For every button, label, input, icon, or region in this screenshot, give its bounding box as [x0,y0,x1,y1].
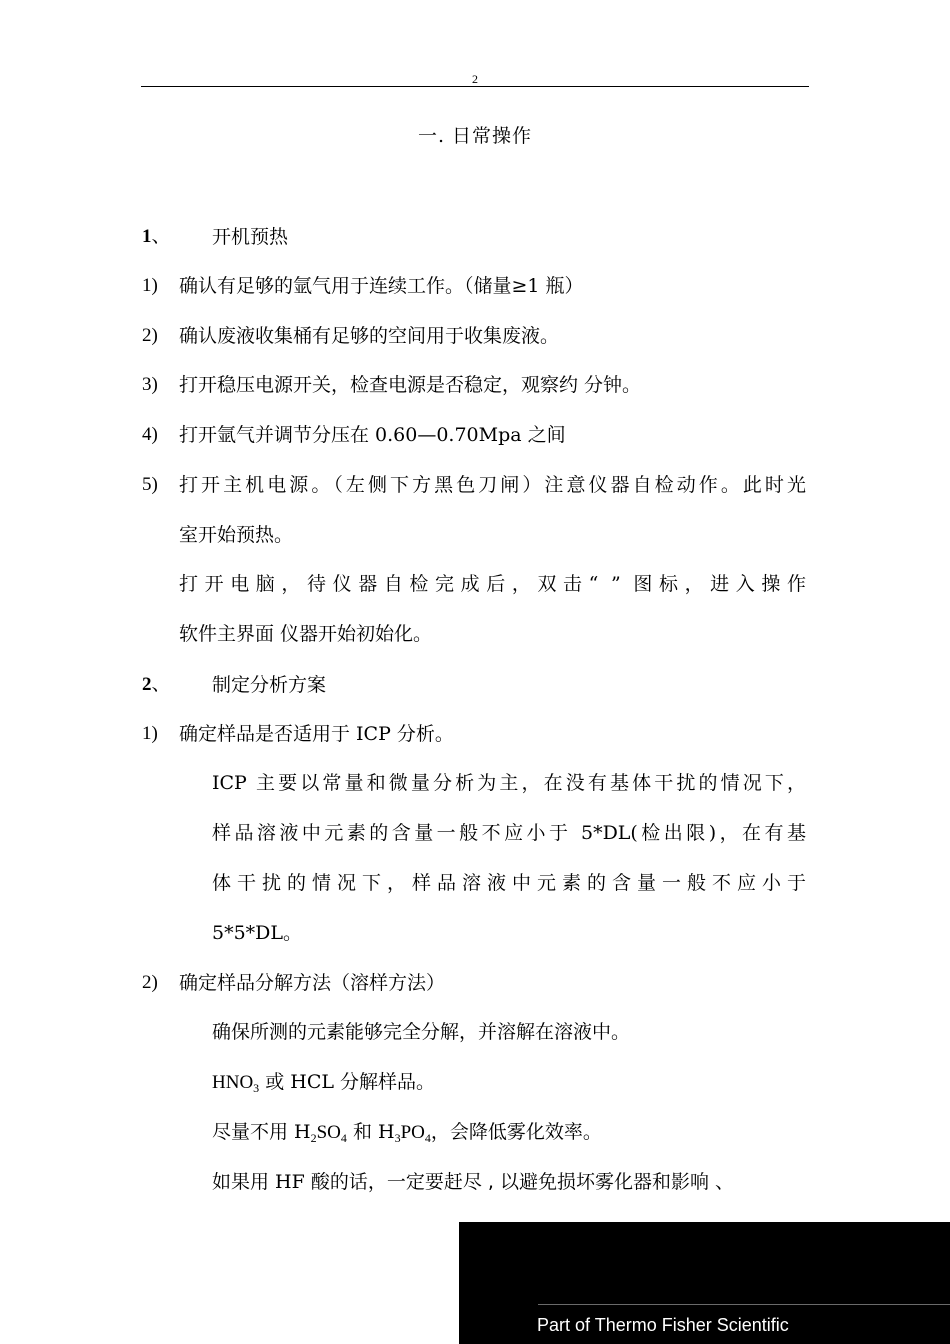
header-rule [141,86,809,87]
s2-item-1-body-line3: 体干扰的情况下，样品溶液中元素的含量一般不应小于 [212,872,806,894]
s2-item-1-body-line2: 样品溶液中元素的含量一般不应小于 5*DL(检出限)，在有基 [212,822,806,844]
s1-item-2-text: 确认废液收集桶有足够的空间用于收集废液。 [179,325,560,347]
footer-rule [538,1304,950,1305]
s1-item-4-text: 打开氩气并调节分压在 0.60—0.70Mpa 之间 [179,424,566,446]
section-2-title: 制定分析方案 [212,674,327,696]
s1-item-3-number: 3) [142,374,158,395]
footer-brand-box [459,1222,950,1344]
section-1-number: 1、 [142,226,171,247]
s1-item-5-number: 5) [142,474,158,495]
s2-item-2-body-line1: 确保所测的元素能够完全分解，并溶解在溶液中。 [212,1021,631,1043]
s2-item-1-body-line1: ICP 主要以常量和微量分析为主，在没有基体干扰的情况下， [212,772,806,794]
s1-item-1-number: 1) [142,275,158,296]
s2-item-1-number: 1) [142,723,158,744]
footer-tagline: Part of Thermo Fisher Scientific [537,1315,789,1335]
chapter-title: 一. 日常操作 [417,125,533,147]
s2-item-2-acid-line: 尽量不用 $H_2SO_4$ 和 $H_3PO_4$，会降低雾化效率。 [212,1121,602,1145]
page-number: 2 [472,72,478,86]
s2-item-2-text: 确定样品分解方法（溶样方法） [179,972,446,994]
s2-item-2-hf-line: 如果用 HF 酸的话，一定要赶尽 , 以避免损坏雾化器和影响 、 [212,1171,735,1193]
s2-item-1-body-line4: 5*5*DL。 [212,922,303,944]
s2-item-2-number: 2) [142,972,158,993]
s1-item-5-text-line2: 室开始预热。 [179,524,294,546]
s2-item-2-hno3-line: $HNO_3$ 或 HCL 分解样品。 [212,1071,436,1095]
s1-paragraph-line1: 打开电脑，待仪器自检完成后，双击“ ” 图标，进入操作 [179,573,806,595]
s2-item-1-text: 确定样品是否适用于 ICP 分析。 [179,723,454,745]
s1-item-5-text-line1: 打开主机电源。（左侧下方黑色刀闸）注意仪器自检动作。此时光 [179,474,806,496]
s1-item-2-number: 2) [142,325,158,346]
s1-paragraph-line2: 软件主界面 仪器开始初始化。 [179,623,433,645]
section-1-title: 开机预热 [212,226,289,248]
s1-item-4-number: 4) [142,424,158,445]
s1-item-1-text: 确认有足够的氩气用于连续工作。（储量≥1 瓶） [179,275,584,297]
section-2-number: 2、 [142,674,171,695]
s1-item-3-text: 打开稳压电源开关，检查电源是否稳定，观察约 分钟。 [179,374,642,396]
